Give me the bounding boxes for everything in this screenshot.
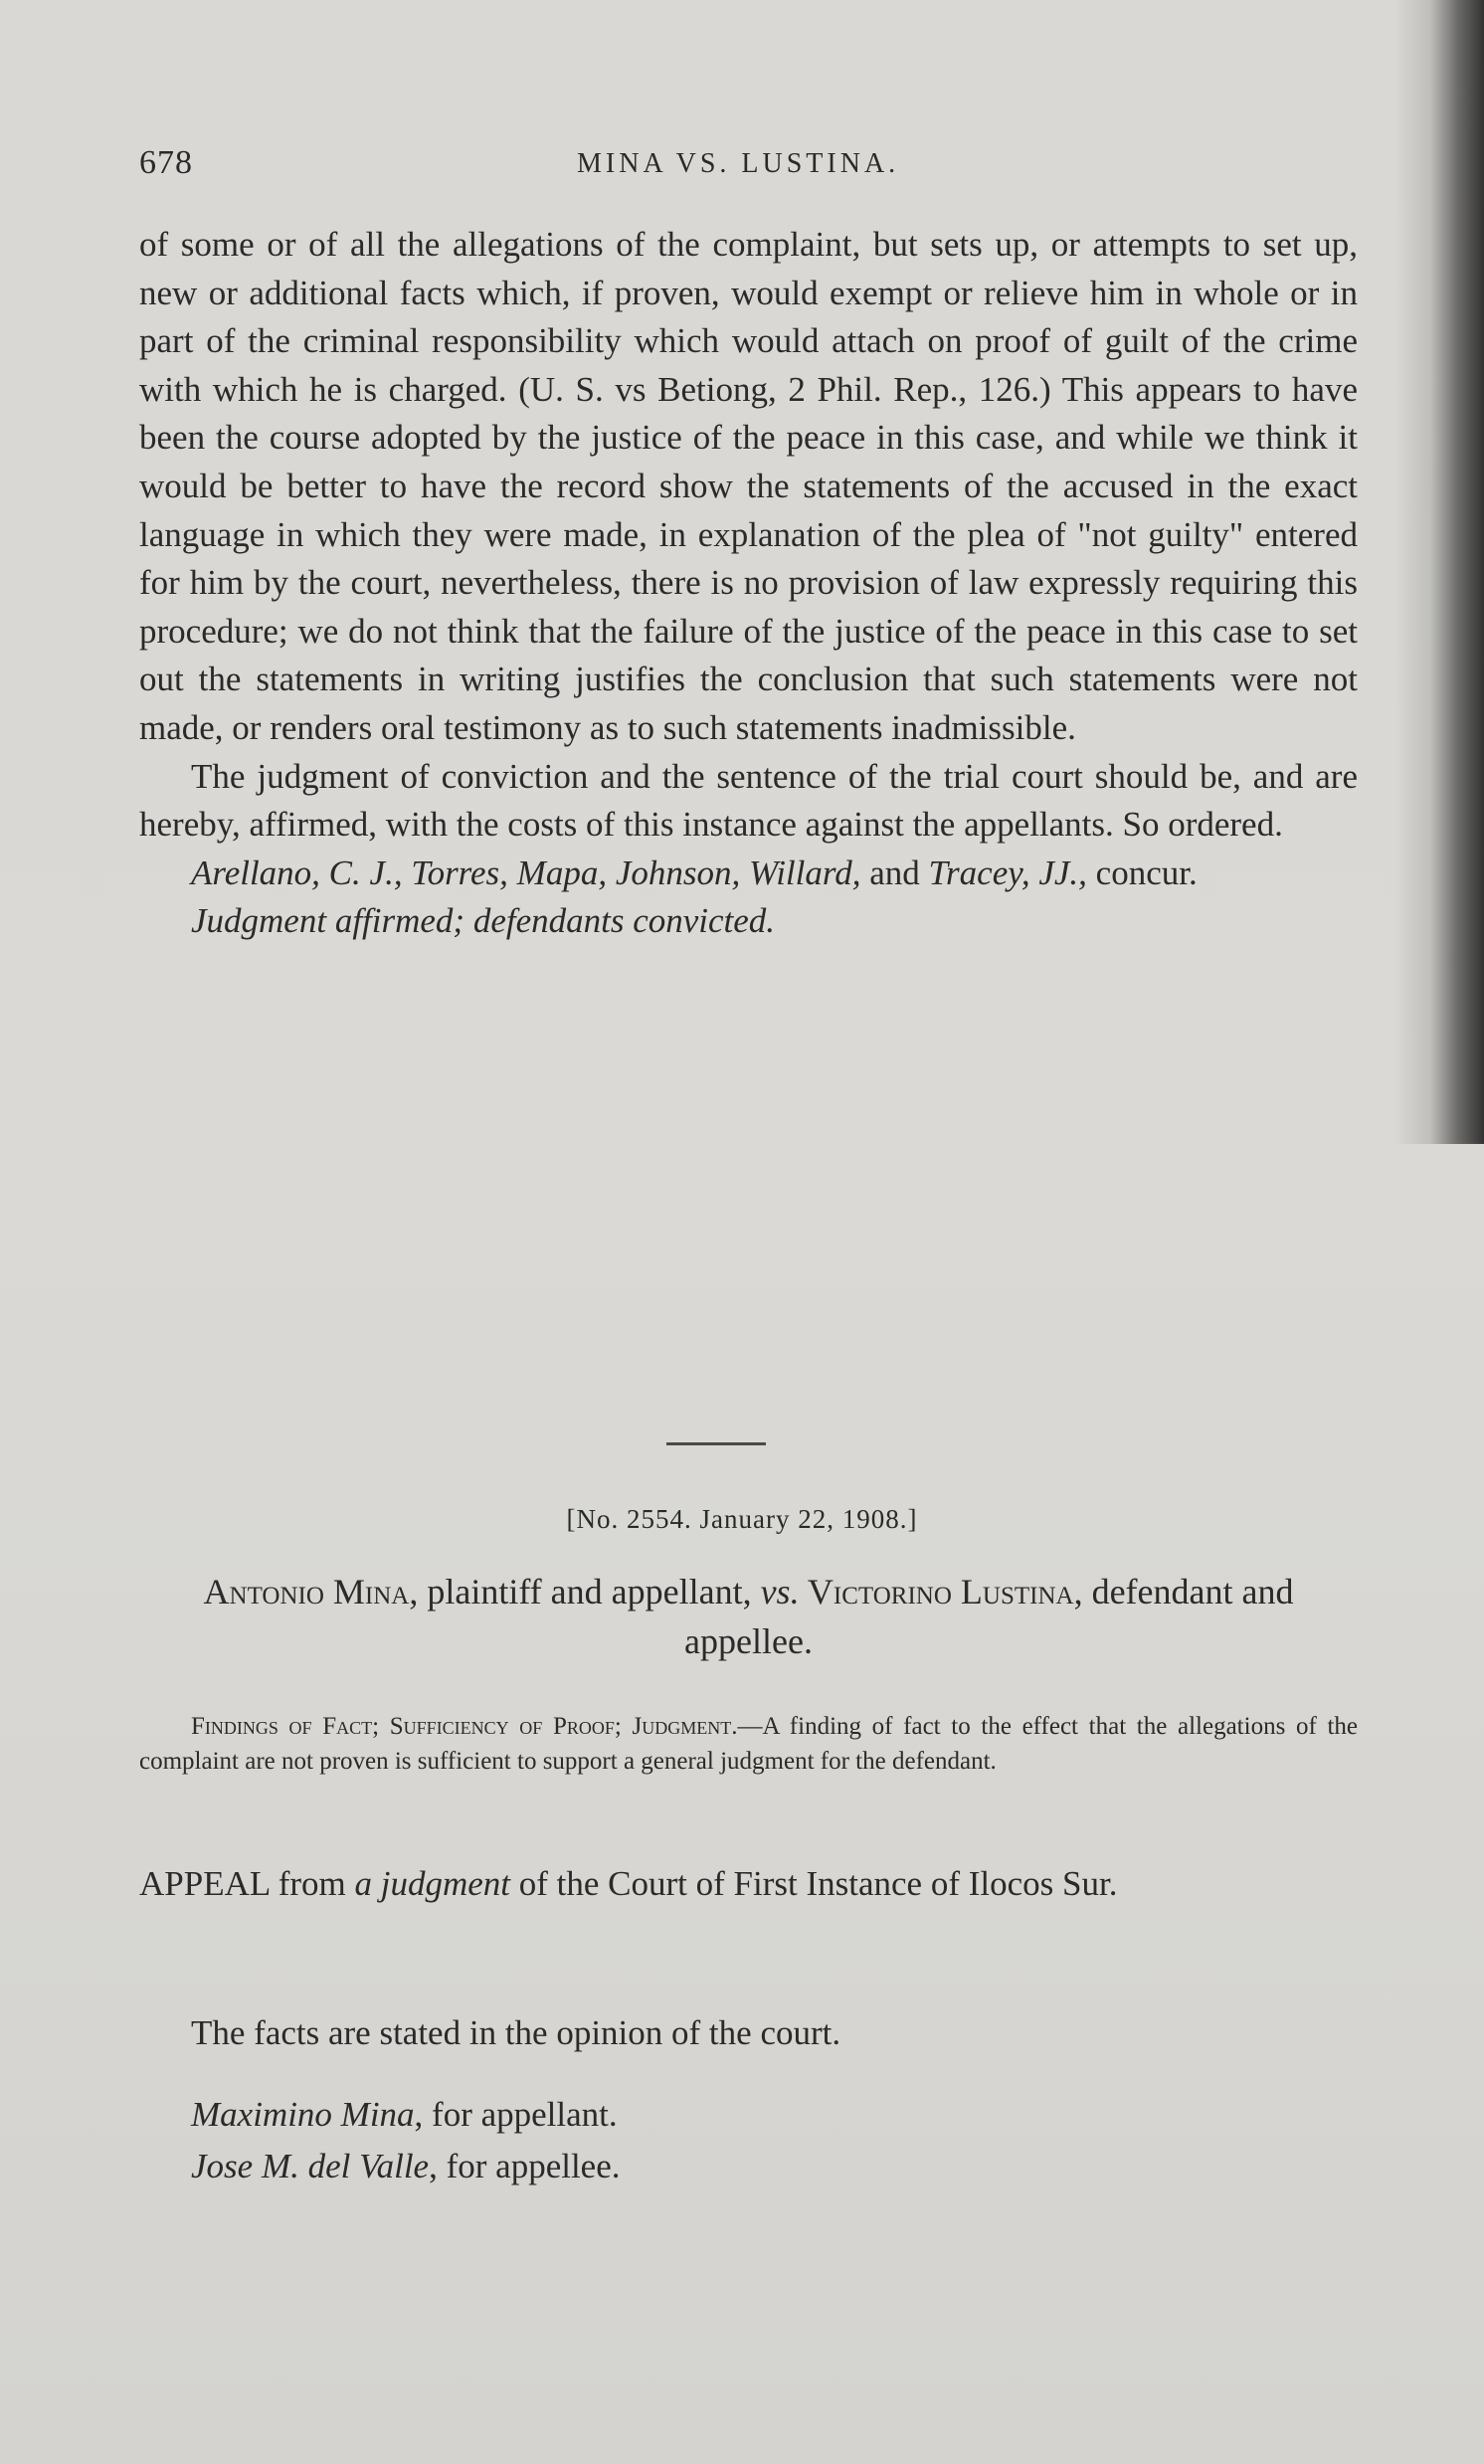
versus: vs. — [760, 1572, 800, 1611]
concurrence-line — [139, 850, 1358, 898]
judgment-line — [139, 897, 1358, 946]
appeal-line — [139, 1860, 1358, 1908]
counsel-appellant-name: Maximino Mina — [191, 2095, 415, 2134]
counsel-appellant-role: , for appellant. — [414, 2095, 618, 2134]
page-number: 678 — [139, 144, 193, 181]
torn-page-edge — [1394, 0, 1484, 1144]
opinion-paragraph-1: of some or of all the allegations of the complaint, but sets up, or attempts to set up, new or additional facts which, if proven, would exempt or relieve him in whole or in part of the criminal responsibility which would attach on proof of guilt of the crime with which he is charged. (U. S. vs Betiong, 2 Phil. Rep., 126.) This appears to have been the course adopted by the justice of the peace in this case, and while we think it would be better to have the record show the statements of the accused in the exact language in which they were made, in explanation of the plea of "not guilty" entered for him by the court, nevertheless, there is no provision of law expressly requiring this procedure; we do not think that the failure of the justice of the peace in this case to set out the statements in writing justifies the conclusion that such statements were not made, or renders oral testimony as to such statements inadmissible. — [139, 225, 1358, 747]
appeal-rest: of the Court of First Instance of Ilocos Sur. — [510, 1864, 1118, 1903]
opinion-body — [139, 221, 1358, 946]
concur-justices: Arellano, C. J., Torres, Mapa, Johnson, Willard, — [191, 853, 861, 892]
section-divider — [666, 1442, 766, 1445]
judgment-text: Judgment affirmed; defendants convicted. — [191, 901, 776, 941]
facts-statement: The facts are stated in the opinion of the court. — [191, 2013, 841, 2052]
plaintiff-role: , plaintiff and appellant, — [409, 1572, 761, 1611]
syllabus — [139, 1709, 1358, 1779]
appeal-lead: APPEAL from — [139, 1864, 355, 1903]
concur-last-justice: Tracey, JJ., — [928, 853, 1087, 892]
opinion-paragraph-2: The judgment of conviction and the sentence of the trial court should be, and are hereby, affirmed, with the costs of this instance against the appellants. So ordered. — [139, 756, 1358, 845]
counsel-appellee — [191, 2141, 1358, 2192]
plaintiff-name: Antonio Mina — [203, 1572, 410, 1611]
case-title — [139, 1567, 1358, 1666]
defendant-role: , defendant and appellee. — [684, 1572, 1294, 1661]
docket-line: [No. 2554. January 22, 1908.] — [566, 1504, 918, 1534]
counsel-appellee-name: Jose M. del Valle — [191, 2147, 430, 2185]
counsel-block — [191, 2089, 1358, 2192]
syllabus-headings: Findings of Fact; Sufficiency of Proof; Judgment. — [191, 1713, 738, 1740]
counsel-appellant — [191, 2089, 1358, 2141]
syllabus-text: —A finding of fact to the effect that the allegations of the complaint are not proven is sufficient to support a general judgment for the defendant. — [139, 1713, 1358, 1775]
defendant-name: Victorino Lustina — [799, 1572, 1074, 1611]
page-header — [139, 144, 1333, 194]
concur-and: and — [860, 853, 929, 892]
concur-word: concur. — [1086, 853, 1198, 892]
counsel-appellee-role: , for appellee. — [429, 2147, 621, 2185]
running-head: MINA VS. LUSTINA. — [577, 148, 900, 179]
appeal-italic: a judgment — [354, 1864, 510, 1903]
